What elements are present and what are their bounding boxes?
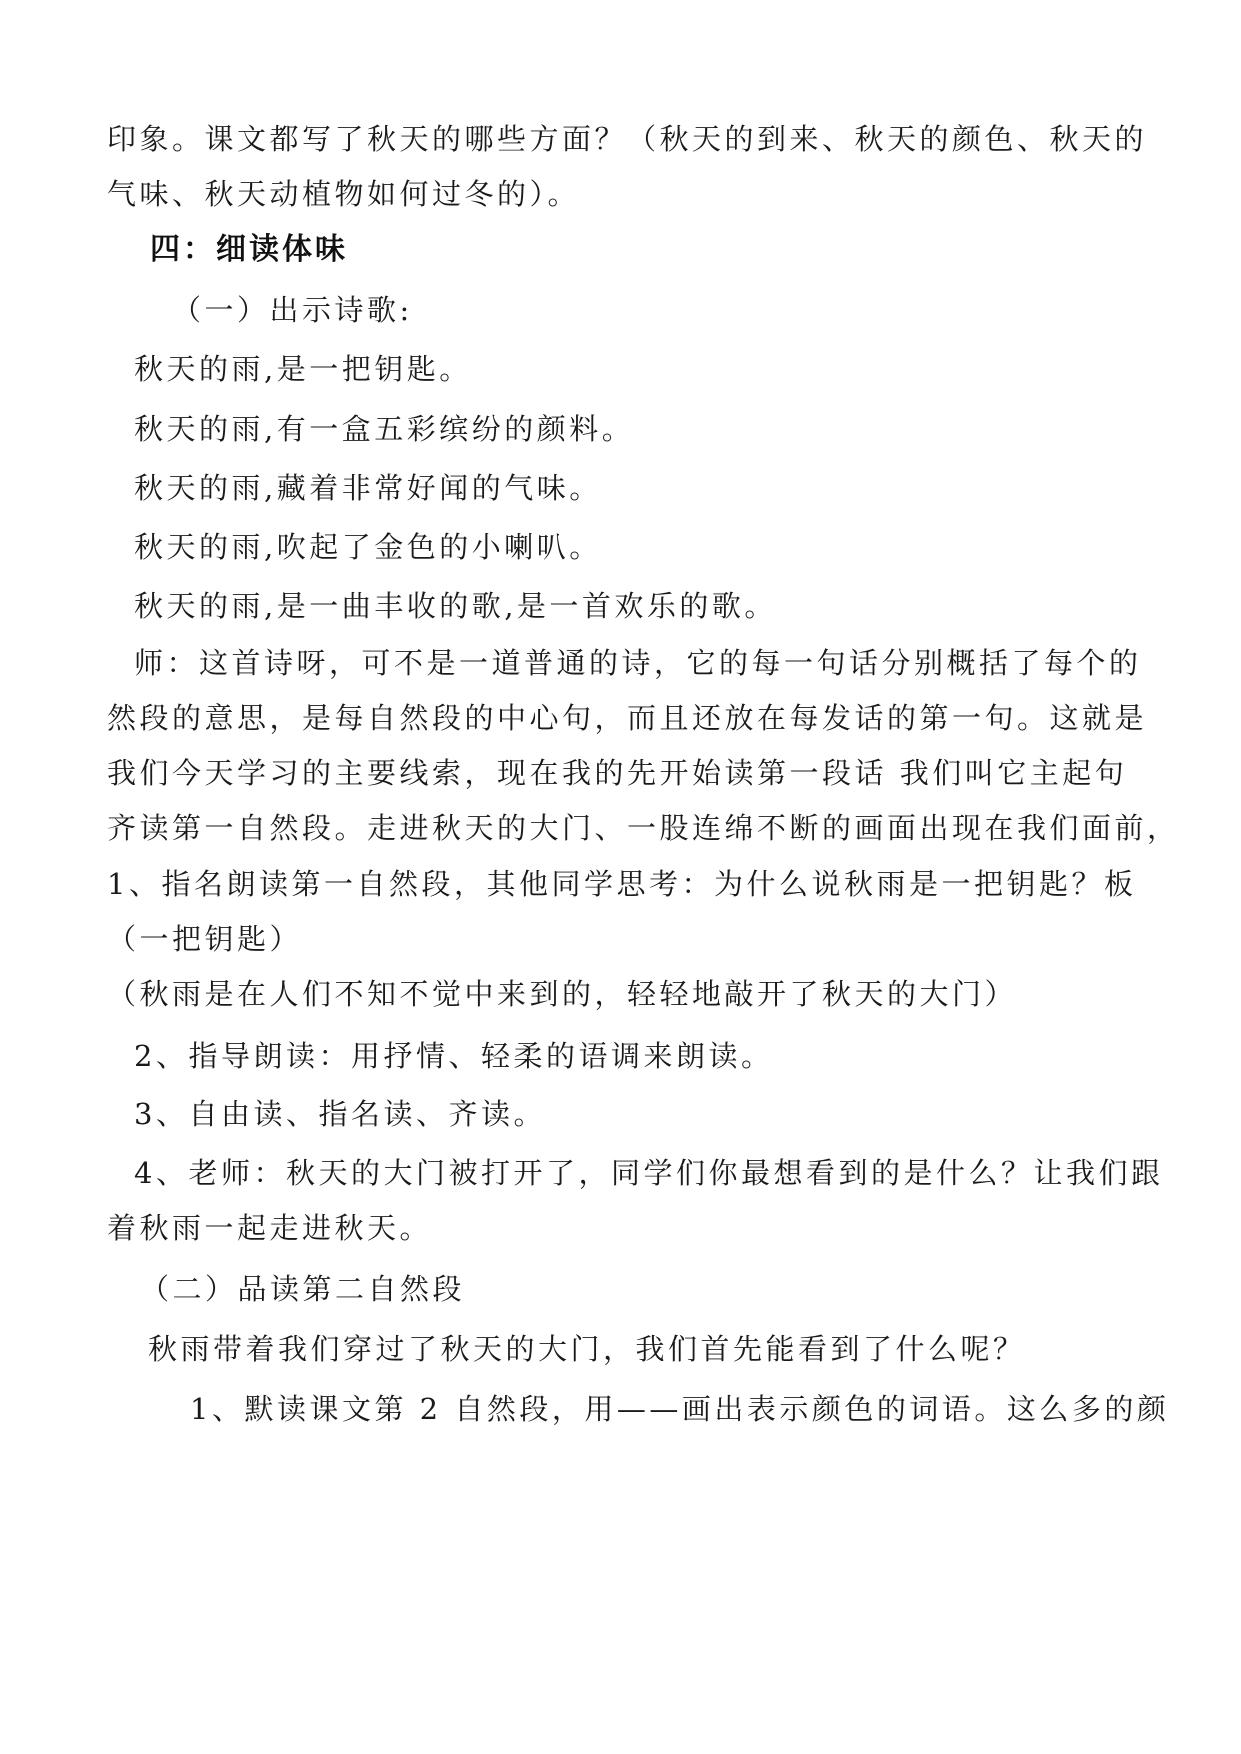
poem-line-5: 秋天的雨,是一曲丰收的歌,是一首欢乐的歌。 bbox=[134, 589, 777, 623]
paragraph-line-5: 我们今天学习的主要线索，现在我的先开始读第一段话 我们叫它主起句 bbox=[107, 756, 1128, 790]
paragraph-line-1: 印象。课文都写了秋天的哪些方面？（秋天的到来、秋天的颜色、秋天的 bbox=[107, 122, 1148, 156]
section-heading-4: 四：细读体味 bbox=[150, 232, 348, 267]
poem-line-4: 秋天的雨,吹起了金色的小喇叭。 bbox=[134, 530, 602, 564]
paragraph-line-3: 师：这首诗呀，可不是一道普通的诗，它的每一句话分别概括了每个的 bbox=[134, 646, 1142, 680]
paragraph-line-10: 秋雨带着我们穿过了秋天的大门，我们首先能看到了什么呢？ bbox=[148, 1332, 1026, 1366]
paragraph-line-8: （秋雨是在人们不知不觉中来到的，轻轻地敲开了秋天的大门） bbox=[107, 977, 1018, 1011]
list-item-3: 3、自由读、指名读、齐读。 bbox=[134, 1097, 546, 1131]
poem-line-1: 秋天的雨,是一把钥匙。 bbox=[134, 352, 472, 386]
poem-line-3: 秋天的雨,藏着非常好闻的气味。 bbox=[134, 471, 602, 505]
list-item-5: 1、默读课文第 2 自然段，用——画出表示颜色的词语。这么多的颜 bbox=[190, 1392, 1170, 1426]
subsection-heading-2: （二）品读第二自然段 bbox=[140, 1272, 466, 1306]
paragraph-line-7: （一把钥匙） bbox=[107, 922, 303, 956]
subsection-heading-1: （一）出示诗歌: bbox=[172, 293, 413, 327]
list-item-4: 4、老师：秋天的大门被打开了，同学们你最想看到的是什么？让我们跟 bbox=[134, 1156, 1164, 1190]
paragraph-line-4: 然段的意思，是每自然段的中心句，而且还放在每发话的第一句。这就是 bbox=[107, 701, 1148, 735]
paragraph-line-2: 气味、秋天动植物如何过冬的）。 bbox=[107, 177, 581, 211]
poem-line-2: 秋天的雨,有一盒五彩缤纷的颜料。 bbox=[134, 412, 635, 446]
list-item-1: 1、指名朗读第一自然段，其他同学思考：为什么说秋雨是一把钥匙？板 bbox=[107, 867, 1137, 901]
paragraph-line-9: 着秋雨一起走进秋天。 bbox=[107, 1211, 433, 1245]
paragraph-line-6: 齐读第一自然段。走进秋天的大门、一股连绵不断的画面出现在我们面前， bbox=[107, 811, 1180, 845]
list-item-2: 2、指导朗读：用抒情、轻柔的语调来朗读。 bbox=[134, 1039, 774, 1073]
